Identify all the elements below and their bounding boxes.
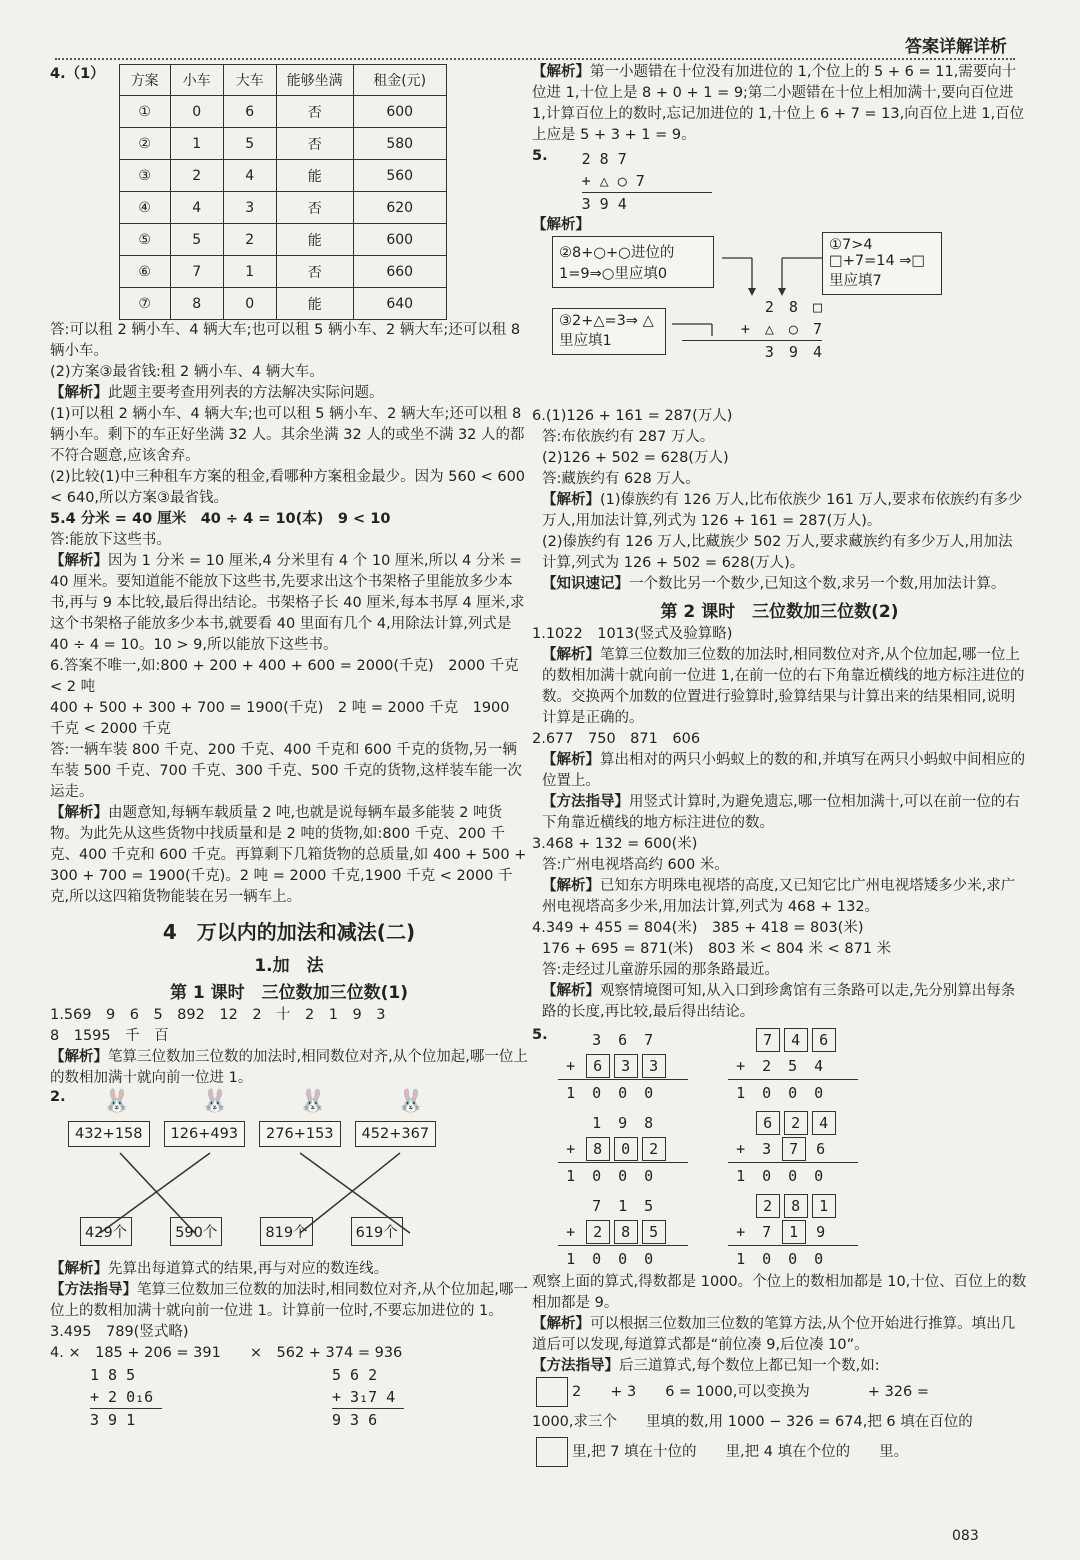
addition-row (728, 1219, 888, 1245)
vert-row: 5 6 2 (332, 1366, 378, 1384)
left-column (50, 62, 528, 1431)
blank-box (536, 1437, 568, 1467)
digit: + (736, 1140, 746, 1158)
digit: 0 (644, 1250, 654, 1268)
m3-jx-label: 【解析】 (542, 878, 600, 894)
carrot-result-box: 819个 (260, 1217, 312, 1246)
table-cell: 600 (353, 96, 446, 128)
table-cell: 4 (170, 192, 223, 224)
table-cell: 660 (353, 256, 446, 288)
vert-row: 2 8 □ (764, 298, 822, 316)
m4-jx: 观察情境图可知,从入口到珍禽馆有三条路可以走,先分别算出每条路的长度,再比较,最后得出结论。 (542, 983, 1016, 1020)
digit-box: 7 (782, 1137, 806, 1161)
expression-box: 432+158 (68, 1121, 150, 1147)
table-cell: 0 (170, 96, 223, 128)
digit-box: 6 (756, 1111, 780, 1135)
l2-jx: 先算出每道算式的结果,再与对应的数连线。 (108, 1261, 389, 1277)
addition-row (728, 1162, 858, 1189)
digit: 0 (762, 1250, 772, 1268)
digit: 0 (644, 1167, 654, 1185)
digit: + (566, 1223, 576, 1241)
m4-line-2: 176 + 695 = 871(米) 803 米 < 804 米 < 871 米 (542, 941, 892, 957)
m5-jx: 可以根据三位数加三位数的笔算方法,从个位开始进行推算。填出几道后可以发现,每道算式都是“前位凑 9,后位凑 10”。 (532, 1316, 1016, 1353)
q6-jx: 由题意知,每辆车载质量 2 吨,也就是说每辆车最多能装 2 吨货物。为此先从这些货物中找质量和是 2 吨的货物,如:800 千克、200 千克、400 千克和 600 千克。再算剩下几箱货物的总质量,如 400 + 500 + 300 + 700 = 1900(千克)。2 吨 = 2000 千克,1900 千克 < 2000 千克,所以这四箱货物能装在另一辆车上。 (50, 805, 527, 905)
digit: 1 (618, 1197, 628, 1215)
digit-box: 8 (784, 1194, 808, 1218)
q4-jx: 此题主要考查用列表的方法解决实际问题。 (108, 385, 384, 401)
table-cell: ② (119, 128, 170, 160)
addition-row (558, 1219, 718, 1245)
r6-line-4: 答:藏族约有 628 万人。 (542, 471, 700, 487)
l2-jx-label: 【解析】 (50, 1261, 108, 1277)
right-column (532, 62, 1027, 1467)
analysis-box-2: ②8+○+○进位的 1=9⇒○里应填0 (552, 236, 714, 288)
l4-vertical-2 (332, 1364, 404, 1431)
m5-eq-3: 里,把 7 填在十位的 里,把 4 填在个位的 里。 (572, 1444, 909, 1460)
table-cell: ⑦ (119, 288, 170, 320)
digit: 7 (592, 1197, 602, 1215)
vert-row: + △ ○ 7 (740, 320, 822, 338)
table-header-cell: 能够坐满 (276, 65, 353, 96)
vert-row: 1 8 5 (90, 1366, 136, 1384)
digit: 1 (736, 1250, 746, 1268)
addition-row (728, 1245, 858, 1272)
r5-vertical (582, 148, 712, 215)
table-row (119, 128, 446, 160)
digit-box: 8 (586, 1137, 610, 1161)
digit: 0 (788, 1167, 798, 1185)
q4-jx-1: (1)可以租 2 辆小车、4 辆大车;也可以租 5 辆小车、2 辆大车;还可以租 8 辆小车。剩下的车正好坐满 32 人。其余坐满 32 人的或坐不满 32 人的都不符合题意,应该舍弃。 (50, 406, 525, 464)
l4-vertical-1 (90, 1364, 162, 1431)
digit-box: 1 (812, 1194, 836, 1218)
q5-jx-label: 【解析】 (50, 553, 108, 569)
addition-row (728, 1053, 888, 1079)
digit: 1 (592, 1114, 602, 1132)
r6-jx: (1)傣族约有 126 万人,比布依族少 161 万人,要求布依族约有多少万人,用加法计算,列式为 126 + 161 = 287(万人)。 (542, 492, 1023, 529)
digit: 0 (814, 1250, 824, 1268)
m5-eq-1: 2 + 3 6 = 1000,可以变换为 + 326 = (572, 1384, 930, 1400)
q5-line: 5.4 分米 = 40 厘米 40 ÷ 4 = 10(本) 9 < 10 (50, 511, 391, 527)
l2-label: 2. (50, 1089, 66, 1105)
table-cell: 6 (223, 96, 276, 128)
analysis-box-1: ①7>4 □+7=14 ⇒□里应填7 (822, 232, 942, 295)
rabbit-icon: 🐰 (201, 1089, 229, 1114)
digit: 0 (788, 1250, 798, 1268)
rabbit-icon: 🐰 (299, 1089, 327, 1114)
table-header-cell: 方案 (119, 65, 170, 96)
table-cell: 2 (170, 160, 223, 192)
digit: 0 (814, 1084, 824, 1102)
m2-jx: 算出相对的两只小蚂蚁上的数的和,并填写在两只小蚂蚁中间相应的位置上。 (542, 752, 1026, 789)
r6-jx-2: (2)傣族约有 126 万人,比藏族少 502 万人,要求藏族约有多少万人,用加法计算,列式为 126 + 502 = 628(万人)。 (542, 534, 1013, 571)
addition-row (728, 1110, 888, 1136)
table-header-cell: 租金(元) (353, 65, 446, 96)
lesson-1-title: 第 1 课时 三位数加三位数(1) (169, 983, 409, 1003)
table-cell: 3 (223, 192, 276, 224)
digit: 0 (644, 1084, 654, 1102)
m4-line-1: 4.349 + 455 = 804(米) 385 + 418 = 803(米) (532, 920, 864, 936)
r6-zs-label: 【知识速记】 (542, 576, 629, 592)
digit-box: 6 (586, 1054, 610, 1078)
r5-analysis-diagram (532, 236, 1027, 406)
m5-label: 5. (532, 1027, 548, 1043)
digit-box: 2 (586, 1220, 610, 1244)
vert-row: 3 9 1 (90, 1411, 136, 1429)
table-cell: 640 (353, 288, 446, 320)
m2-ff: 用竖式计算时,为避免遗忘,哪一位相加满十,可以在前一位的右下角靠近横线的地方标注进位的数。 (542, 794, 1020, 831)
digit: 0 (618, 1250, 628, 1268)
rtop-jx-label: 【解析】 (532, 64, 590, 80)
table-body (119, 96, 446, 320)
l3-line: 3.495 789(竖式略) (50, 1324, 189, 1340)
vert-row: + 3₁7 4 (332, 1388, 396, 1406)
table-row (119, 96, 446, 128)
digit: 5 (644, 1197, 654, 1215)
vert-row: 2 8 7 (581, 150, 627, 168)
expression-box: 126+493 (164, 1121, 246, 1147)
digit: 1 (566, 1250, 576, 1268)
r5-label: 5. (532, 148, 548, 164)
digit: 0 (814, 1167, 824, 1185)
m2-line: 2.677 750 871 606 (532, 731, 701, 747)
vert-row: + 2 0₁6 (90, 1388, 154, 1406)
l1-line-2: 8 1595 千 百 (50, 1028, 169, 1044)
digit-box: 2 (756, 1194, 780, 1218)
digit: 6 (816, 1140, 826, 1158)
table-cell: 1 (223, 256, 276, 288)
table-cell: ① (119, 96, 170, 128)
l1-jx-label: 【解析】 (50, 1049, 108, 1065)
analysis-vertical (682, 296, 822, 363)
table-cell: 580 (353, 128, 446, 160)
table-cell: 能 (276, 160, 353, 192)
addition-problem (558, 1110, 718, 1189)
table-cell: 4 (223, 160, 276, 192)
q4-label: 4.（1） (50, 66, 105, 82)
m5-ff-label: 【方法指导】 (532, 1358, 619, 1374)
r6-line-2: 答:布依族约有 287 万人。 (542, 429, 715, 445)
rabbit-icon: 🐰 (103, 1089, 131, 1114)
q6-line-1: 6.答案不唯一,如:800 + 200 + 400 + 600 = 2000(千克) 2000 千克 < 2 吨 (50, 658, 519, 695)
l1-jx: 笔算三位数加三位数的加法时,相同数位对齐,从个位加起,哪一位上的数相加满十就向前一位进 1。 (50, 1049, 528, 1086)
addition-row (728, 1027, 888, 1053)
m5-sums-grid (558, 1027, 888, 1272)
digit: 4 (814, 1057, 824, 1075)
q4-jx-label: 【解析】 (50, 385, 108, 401)
digit: 3 (592, 1031, 602, 1049)
q6-answer: 答:一辆车装 800 千克、200 千克、400 千克和 600 千克的货物,另一辆车装 500 千克、700 千克、300 千克、500 千克的货物,这样装车能一次运走。 (50, 742, 522, 800)
digit: + (736, 1057, 746, 1075)
q5-answer: 答:能放下这些书。 (50, 532, 171, 548)
table-cell: 8 (170, 288, 223, 320)
digit: 0 (618, 1084, 628, 1102)
addition-row (558, 1162, 688, 1189)
digit: 0 (762, 1084, 772, 1102)
digit: 1 (566, 1084, 576, 1102)
r6-zs: 一个数比另一个数少,已知这个数,求另一个数,用加法计算。 (629, 576, 1006, 592)
digit-box: 7 (756, 1028, 780, 1052)
digit: 0 (592, 1167, 602, 1185)
addition-row (728, 1193, 888, 1219)
m4-jx-label: 【解析】 (542, 983, 600, 999)
m2-jx-label: 【解析】 (542, 752, 600, 768)
digit-box: 8 (614, 1220, 638, 1244)
digit: 6 (618, 1031, 628, 1049)
unit-subtitle: 1.加 法 (254, 956, 324, 976)
q4-answer-2: (2)方案③最省钱:租 2 辆小车、4 辆大车。 (50, 364, 324, 380)
addition-row (728, 1079, 858, 1106)
table-cell: ④ (119, 192, 170, 224)
r6-line-1: 6.(1)126 + 161 = 287(万人) (532, 408, 733, 424)
vert-row: 3 9 4 (764, 343, 822, 361)
expression-box: 276+153 (259, 1121, 341, 1147)
r5-jx-label: 【解析】 (532, 217, 590, 233)
table-cell: 能 (276, 288, 353, 320)
digit: 0 (592, 1250, 602, 1268)
carrot-result-box: 619个 (351, 1217, 403, 1246)
addition-row (558, 1245, 688, 1272)
q4-block (50, 62, 528, 320)
m3-jx: 已知东方明珠电视塔的高度,又已知它比广州电视塔矮多少米,求广州电视塔高多少米,用加法计算,列式为 468 + 132。 (542, 878, 1016, 915)
rtop-jx: 第一小题错在十位没有加进位的 1,个位上的 5 + 6 = 11,需要向十位进 1,十位上是 8 + 0 + 1 = 9;第二小题错在十位上相加满十,要向百位进 1,计算百位上的数时,忘记加进位的 1,十位上 6 + 7 = 13,向百位上进 1,百位上应是 5 + 3 + 1 = 9。 (532, 64, 1025, 143)
digit: 7 (762, 1223, 772, 1241)
m1-jx-label: 【解析】 (542, 647, 600, 663)
table-cell: 0 (223, 288, 276, 320)
digit: 0 (788, 1084, 798, 1102)
table-cell: 否 (276, 96, 353, 128)
table-cell: 560 (353, 160, 446, 192)
digit: 1 (566, 1167, 576, 1185)
m5-ff: 后三道算式,每个数位上都已知一个数,如: (619, 1358, 880, 1374)
m5-jx-label: 【解析】 (532, 1316, 590, 1332)
l1-line-1: 1.569 9 6 5 892 12 2 十 2 1 9 3 (50, 1007, 386, 1023)
l4-line: 4. × 185 + 206 = 391 × 562 + 374 = 936 (50, 1345, 403, 1361)
table-header-row (119, 65, 446, 96)
digit: 2 (762, 1057, 772, 1075)
rabbit-icon: 🐰 (397, 1089, 425, 1114)
digit: 9 (816, 1223, 826, 1241)
table-header-cell: 大车 (223, 65, 276, 96)
addition-row (558, 1136, 718, 1162)
q6-jx-label: 【解析】 (50, 805, 108, 821)
table-row (119, 224, 446, 256)
header-title: 答案详解详析 (905, 37, 1007, 57)
table-cell: 7 (170, 256, 223, 288)
table-cell: 否 (276, 128, 353, 160)
table-cell: 能 (276, 224, 353, 256)
table-header-cell: 小车 (170, 65, 223, 96)
table-row (119, 288, 446, 320)
page-number: 083 (952, 1528, 979, 1544)
unit-title: 4 万以内的加法和减法(二) (162, 920, 416, 944)
addition-problem (558, 1193, 718, 1272)
digit-box: 1 (782, 1220, 806, 1244)
digit: 0 (618, 1167, 628, 1185)
m5-eq-2: 1000,求三个 里填的数,用 1000 − 326 = 674,把 6 填在百位的 (532, 1414, 973, 1430)
carrot-row (80, 1217, 403, 1246)
digit: 7 (644, 1031, 654, 1049)
m3-answer: 答:广州电视塔高约 600 米。 (542, 857, 729, 873)
digit-box: 2 (642, 1137, 666, 1161)
m4-answer: 答:走经过儿童游乐园的那条路最近。 (542, 962, 779, 978)
m3-line: 3.468 + 132 = 600(米) (532, 836, 698, 852)
digit: + (566, 1057, 576, 1075)
digit: + (566, 1140, 576, 1158)
m1-jx: 笔算三位数加三位数的加法时,相同数位对齐,从个位加起,哪一位上的数相加满十就向前一位进 1,在前一位的右下角靠近横线的地方标注进位的数。交换两个加数的位置进行验算时,验算结果与计算出来的结果相同,说明计算是正确的。 (542, 647, 1025, 726)
digit: 5 (788, 1057, 798, 1075)
addition-problem (728, 1110, 888, 1189)
addition-row (728, 1136, 888, 1162)
table-cell: ⑤ (119, 224, 170, 256)
m1-line: 1.1022 1013(竖式及验算略) (532, 626, 733, 642)
table-cell: 2 (223, 224, 276, 256)
digit-box: 3 (614, 1054, 638, 1078)
rental-plan-table (119, 64, 447, 320)
q5-jx: 因为 1 分米 = 10 厘米,4 分米里有 4 个 10 厘米,所以 4 分米 = 40 厘米。要知道能不能放下这些书,先要求出这个书架格子里能放多少本书,再与 9 本比较,最后得出结论。书架格子长 40 厘米,每本书厚 4 厘米,求这个书架格子能放多少本书,就要看 40 里面有几个 4,用除法计算,列式是 40 ÷ 4 = 10。10 > 9,所以能放下这些书。 (50, 553, 525, 653)
digit: 0 (592, 1084, 602, 1102)
carrot-result-box: 429个 (80, 1217, 132, 1246)
vert-row: + △ ○ 7 (581, 172, 645, 190)
table-row (119, 192, 446, 224)
r6-jx-label: 【解析】 (542, 492, 600, 508)
r6-line-3: (2)126 + 502 = 628(万人) (542, 450, 729, 466)
table-row (119, 256, 446, 288)
table-cell: 5 (170, 224, 223, 256)
expression-box: 452+367 (355, 1121, 437, 1147)
l2-ff: 笔算三位数加三位数的加法时,相同数位对齐,从个位加起,哪一位上的数相加满十就向前一位进 1。计算前一位时,不要忘加进位的 1。 (50, 1282, 528, 1319)
digit: 0 (762, 1167, 772, 1185)
blank-box (536, 1377, 568, 1407)
table-cell: 1 (170, 128, 223, 160)
lesson-2-title: 第 2 课时 三位数加三位数(2) (660, 602, 899, 622)
addition-problem (558, 1027, 718, 1106)
expression-row (68, 1121, 436, 1147)
table-cell: 否 (276, 256, 353, 288)
addition-row (558, 1110, 718, 1136)
addition-row (558, 1079, 688, 1106)
addition-row (558, 1193, 718, 1219)
digit: 3 (762, 1140, 772, 1158)
digit: 1 (736, 1167, 746, 1185)
l2-ff-label: 【方法指导】 (50, 1282, 137, 1298)
q6-line-2: 400 + 500 + 300 + 700 = 1900(千克) 2 吨 = 2000 千克 1900 千克 < 2000 千克 (50, 700, 510, 737)
table-cell: ③ (119, 160, 170, 192)
table-cell: 否 (276, 192, 353, 224)
table-cell: 5 (223, 128, 276, 160)
digit: + (736, 1223, 746, 1241)
analysis-box-3: ③2+△=3⇒ △里应填1 (552, 308, 666, 355)
m5-observation: 观察上面的算式,得数都是 1000。个位上的数相加都是 10,十位、百位上的数相加都是 9。 (532, 1274, 1027, 1311)
table-cell: 620 (353, 192, 446, 224)
digit: 1 (736, 1084, 746, 1102)
table-row (119, 160, 446, 192)
table-cell: ⑥ (119, 256, 170, 288)
digit: 8 (644, 1114, 654, 1132)
m2-ff-label: 【方法指导】 (542, 794, 629, 810)
digit-box: 6 (812, 1028, 836, 1052)
addition-problem (728, 1193, 888, 1272)
digit: 9 (618, 1114, 628, 1132)
table-cell: 600 (353, 224, 446, 256)
vert-row: 9 3 6 (332, 1411, 378, 1429)
digit-box: 3 (642, 1054, 666, 1078)
digit-box: 4 (784, 1028, 808, 1052)
rabbit-matching (50, 1089, 528, 1259)
digit-box: 4 (812, 1111, 836, 1135)
page-header (55, 28, 1015, 60)
addition-row (558, 1027, 718, 1053)
vert-row: 3 9 4 (581, 195, 627, 213)
addition-problem (728, 1027, 888, 1106)
digit-box: 5 (642, 1220, 666, 1244)
addition-row (558, 1053, 718, 1079)
digit-box: 0 (614, 1137, 638, 1161)
q4-jx-2: (2)比较(1)中三种租车方案的租金,看哪种方案租金最少。因为 560 < 600 < 640,所以方案③最省钱。 (50, 469, 526, 506)
carrot-result-box: 590个 (170, 1217, 222, 1246)
digit-box: 2 (784, 1111, 808, 1135)
q4-answer-1: 答:可以租 2 辆小车、4 辆大车;也可以租 5 辆小车、2 辆大车;还可以租 8 辆小车。 (50, 322, 521, 359)
